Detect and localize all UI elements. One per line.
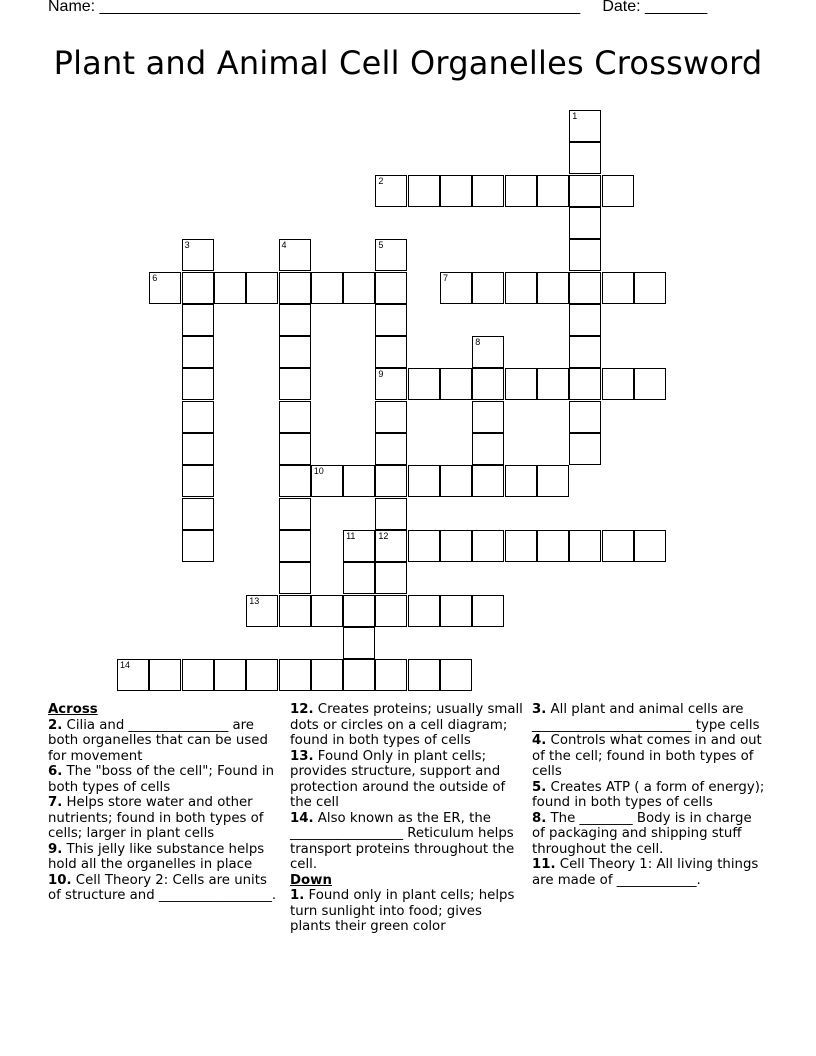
grid-cell[interactable] (634, 272, 666, 304)
grid-cell[interactable] (375, 595, 407, 627)
across-clues-list (48, 718, 280, 904)
clue (290, 749, 525, 811)
grid-cell[interactable] (182, 368, 214, 400)
grid-cell[interactable] (375, 304, 407, 336)
clue (290, 811, 525, 873)
grid-cell[interactable] (408, 175, 440, 207)
grid-cell[interactable] (569, 207, 601, 239)
clue (48, 718, 280, 765)
grid-cell[interactable] (375, 498, 407, 530)
grid-cell[interactable] (279, 595, 311, 627)
grid-cell[interactable] (343, 530, 375, 562)
grid-cell[interactable] (117, 659, 149, 691)
across-clues-list-continued (290, 702, 525, 873)
clue-number: 3 (184, 240, 190, 251)
grid-cell[interactable] (279, 336, 311, 368)
clue (290, 888, 525, 935)
grid-cell[interactable] (602, 530, 634, 562)
grid-cell[interactable] (569, 401, 601, 433)
grid-cell[interactable] (182, 498, 214, 530)
grid-cell[interactable] (375, 336, 407, 368)
clue-number: 12 (378, 530, 389, 541)
grid-cell[interactable] (408, 659, 440, 691)
clue-text: Found only in plant cells; helps turn sunlight into food; gives plants their green color (290, 888, 515, 934)
grid-cell[interactable] (472, 368, 504, 400)
grid-cell[interactable] (472, 175, 504, 207)
clue-number: 8. (532, 810, 547, 826)
grid-cell[interactable] (505, 368, 537, 400)
clue (48, 842, 280, 873)
grid-cell[interactable] (602, 368, 634, 400)
clue-text: All plant and animal cells are ________________________ type cells (532, 702, 760, 733)
grid-cell[interactable] (375, 465, 407, 497)
down-clues-list (290, 888, 525, 935)
grid-cell[interactable] (569, 304, 601, 336)
clue-number: 11 (346, 530, 356, 541)
grid-cell[interactable] (634, 530, 666, 562)
clue-number: 4 (281, 240, 287, 251)
clue-number: 2 (378, 175, 384, 186)
grid-cell[interactable] (408, 368, 440, 400)
clue-text: The "boss of the cell"; Found in both types of cells (48, 764, 275, 795)
grid-cell[interactable] (408, 595, 440, 627)
grid-cell[interactable] (279, 498, 311, 530)
grid-cell[interactable] (472, 465, 504, 497)
grid-cell[interactable] (472, 595, 504, 627)
clue-number: 5. (532, 779, 547, 795)
clue-text: Helps store water and other nutrients; found in both types of cells; larger in plant cells (48, 795, 264, 841)
grid-cell[interactable] (246, 272, 278, 304)
grid-cell[interactable] (602, 272, 634, 304)
clue-text: This jelly like substance helps hold all the organelles in place (48, 841, 265, 872)
clue-number: 3. (532, 702, 547, 717)
clue-number: 5 (378, 240, 384, 251)
grid-cell[interactable] (182, 336, 214, 368)
clue-number: 13. (290, 748, 314, 764)
grid-cell[interactable] (182, 465, 214, 497)
grid-cell[interactable] (569, 433, 601, 465)
clue-number: 6 (152, 272, 158, 283)
grid-cell[interactable] (569, 272, 601, 304)
grid-cell[interactable] (505, 465, 537, 497)
grid-cell[interactable] (279, 465, 311, 497)
clue (532, 733, 768, 780)
grid-cell[interactable] (279, 272, 311, 304)
grid-cell[interactable] (246, 595, 278, 627)
clue-text: Creates ATP ( a form of energy); found in both types of cells (532, 779, 765, 810)
clue-number: 4. (532, 733, 547, 748)
grid-cell[interactable] (472, 336, 504, 368)
clue-text: Cell Theory 2: Cells are units of structure and _________________. (48, 872, 277, 903)
grid-cell[interactable] (279, 530, 311, 562)
grid-cell[interactable] (279, 433, 311, 465)
grid-cell[interactable] (279, 368, 311, 400)
grid-cell[interactable] (505, 530, 537, 562)
grid-cell[interactable] (149, 659, 181, 691)
clue-number: 6. (48, 764, 63, 779)
grid-cell[interactable] (537, 368, 569, 400)
clue (48, 764, 280, 795)
clue (290, 702, 525, 749)
clue-text: Found Only in plant cells; provides structure, support and protection around the outside of the cell (290, 748, 506, 810)
clue-text: The ________ Body is in charge of packaging and shipping stuff throughout the cell. (532, 810, 752, 857)
grid-cell[interactable] (182, 530, 214, 562)
clue (532, 857, 768, 888)
grid-cell[interactable] (311, 595, 343, 627)
grid-cell[interactable] (375, 175, 407, 207)
clue-number: 1. (290, 888, 305, 903)
grid-cell[interactable] (343, 627, 375, 659)
clue-number: 14 (120, 660, 131, 671)
grid-cell[interactable] (537, 465, 569, 497)
grid-cell[interactable] (408, 530, 440, 562)
name-date-line: Name: ______________________________________________________ Date: _______ (48, 0, 708, 15)
grid-cell[interactable] (440, 465, 472, 497)
grid-cell[interactable] (311, 659, 343, 691)
grid-cell[interactable] (634, 368, 666, 400)
clue-column-1 (48, 702, 280, 904)
clue-number: 10. (48, 872, 72, 888)
grid-cell[interactable] (505, 272, 537, 304)
grid-cell[interactable] (279, 239, 311, 271)
grid-cell[interactable] (182, 401, 214, 433)
clue-text: Also known as the ER, the _________________ Reticulum helps transport proteins throughout the cell. (290, 810, 515, 872)
clue (532, 702, 768, 733)
grid-cell[interactable] (440, 595, 472, 627)
grid-cell[interactable] (537, 175, 569, 207)
clue-text: Creates proteins; usually small dots or circles on a cell diagram; found in both types of cells (290, 702, 523, 748)
grid-cell[interactable] (375, 562, 407, 594)
grid-cell[interactable] (375, 401, 407, 433)
grid-cell[interactable] (569, 368, 601, 400)
clue-number: 10 (313, 466, 324, 477)
grid-cell[interactable] (375, 659, 407, 691)
grid-cell[interactable] (279, 659, 311, 691)
grid-cell[interactable] (602, 175, 634, 207)
grid-cell[interactable] (569, 530, 601, 562)
grid-cell[interactable] (311, 272, 343, 304)
down-heading: Down (290, 872, 332, 888)
down-clues-list-continued (532, 702, 768, 888)
across-heading: Across (48, 702, 98, 717)
grid-cell[interactable] (246, 659, 278, 691)
grid-cell[interactable] (375, 272, 407, 304)
grid-cell[interactable] (440, 368, 472, 400)
clue-column-2 (290, 702, 525, 935)
clue-number: 13 (249, 595, 260, 606)
clue-text: Controls what comes in and out of the cell; found in both types of cells (532, 733, 762, 779)
grid-cell[interactable] (149, 272, 181, 304)
grid-cell[interactable] (569, 175, 601, 207)
grid-cell[interactable] (375, 530, 407, 562)
grid-cell[interactable] (182, 659, 214, 691)
clue-number: 1 (572, 111, 578, 121)
grid-cell[interactable] (182, 304, 214, 336)
grid-cell[interactable] (537, 272, 569, 304)
grid-cell[interactable] (279, 304, 311, 336)
page-title: Plant and Animal Cell Organelles Crossword (53, 44, 763, 82)
clue-text: Cilia and _______________ are both organelles that can be used for movement (48, 717, 268, 764)
grid-cell[interactable] (375, 368, 407, 400)
clue-text: Cell Theory 1: All living things are made of ____________. (532, 857, 759, 888)
clue (48, 873, 280, 904)
clue-number: 2. (48, 717, 63, 733)
grid-cell[interactable] (343, 562, 375, 594)
clue (532, 780, 768, 811)
grid-cell[interactable] (472, 272, 504, 304)
grid-cell[interactable] (408, 465, 440, 497)
grid-cell[interactable] (569, 110, 601, 142)
grid-cell[interactable] (569, 239, 601, 271)
clue-number: 8 (475, 337, 481, 348)
clue-number: 14. (290, 810, 314, 826)
grid-cell[interactable] (375, 239, 407, 271)
grid-cell[interactable] (279, 401, 311, 433)
grid-cell[interactable] (182, 433, 214, 465)
grid-cell[interactable] (440, 530, 472, 562)
grid-cell[interactable] (472, 401, 504, 433)
clue-number: 11. (532, 857, 556, 872)
grid-cell[interactable] (569, 142, 601, 174)
grid-cell[interactable] (214, 659, 246, 691)
grid-cell[interactable] (537, 530, 569, 562)
grid-cell[interactable] (440, 175, 472, 207)
grid-cell[interactable] (311, 465, 343, 497)
grid-cell[interactable] (343, 595, 375, 627)
grid-cell[interactable] (343, 272, 375, 304)
grid-cell[interactable] (343, 659, 375, 691)
grid-cell[interactable] (472, 530, 504, 562)
grid-cell[interactable] (505, 175, 537, 207)
clue-number: 7. (48, 795, 63, 810)
clue-column-3 (532, 702, 768, 888)
grid-cell[interactable] (375, 433, 407, 465)
grid-cell[interactable] (440, 659, 472, 691)
clue-number: 12. (290, 702, 314, 717)
clue (48, 795, 280, 842)
grid-cell[interactable] (569, 336, 601, 368)
clue-number: 7 (443, 272, 449, 283)
grid-cell[interactable] (182, 272, 214, 304)
grid-cell[interactable] (182, 239, 214, 271)
clue-number: 9 (378, 369, 384, 380)
clue (532, 811, 768, 858)
grid-cell[interactable] (214, 272, 246, 304)
grid-cell[interactable] (343, 465, 375, 497)
clue-number: 9. (48, 841, 63, 857)
grid-cell[interactable] (472, 433, 504, 465)
grid-cell[interactable] (279, 562, 311, 594)
grid-cell[interactable] (440, 272, 472, 304)
